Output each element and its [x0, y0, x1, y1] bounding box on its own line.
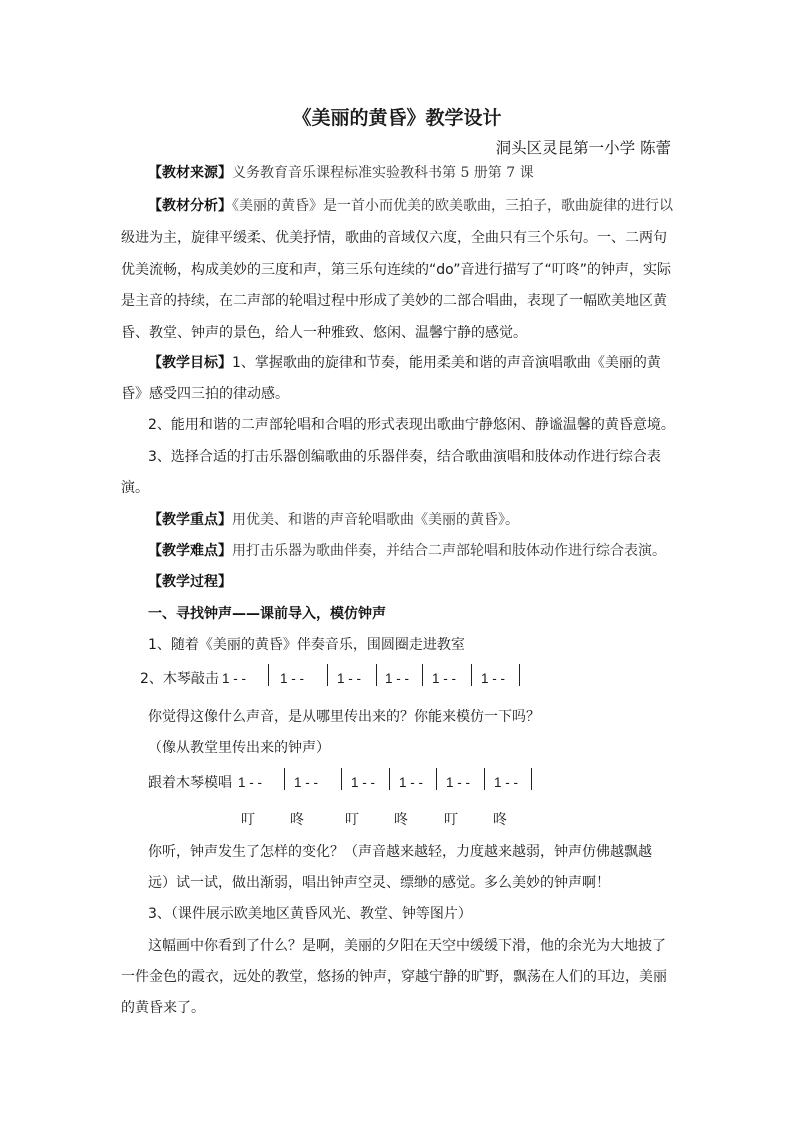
goal-3-continued: 演。 — [121, 480, 149, 496]
analysis-line: 昏、教堂、钟声的景色，给人一种雅致、悠闲、温馨宁静的感觉。 — [121, 325, 527, 341]
step-2-label: 2、木琴敲击 — [140, 671, 219, 687]
note-segment: 1 - - — [280, 671, 305, 686]
note-segment: 1 - - — [432, 671, 457, 686]
source-label: 【教材来源】 — [148, 165, 232, 181]
note-segment: 1 - - — [222, 671, 247, 686]
closing-line: 这幅画中你看到了什么？是啊，美丽的夕阳在天空中缓缓下滑，他的余光为大地披了 — [148, 938, 666, 954]
bar-line — [376, 664, 377, 686]
bar-line — [436, 768, 437, 790]
difficulty-label: 【教学难点】 — [148, 543, 232, 559]
question-1: 你觉得这像什么声音，是从哪里传出来的？你能来模仿一下吗？ — [148, 709, 540, 725]
step-1: 1、随着《美丽的黄昏》伴奏音乐，围圆圈走进教室 — [148, 637, 465, 653]
key-point-label: 【教学重点】 — [148, 512, 232, 528]
difficulty-line — [148, 541, 666, 561]
lyric-syllable: 咚 — [394, 812, 408, 828]
goal-1-continued: 昏》感受四三拍的律动感。 — [121, 386, 289, 402]
section-1-heading: 一、寻找钟声——课前导入，模仿钟声 — [148, 606, 386, 622]
step-3: 3、（课件展示欧美地区黄昏风光、教堂、钟等图片） — [148, 906, 472, 922]
question-2-continued: 远）试一试，做出渐弱，唱出钟声空灵、缥缈的感觉。多么美妙的钟声啊！ — [148, 875, 610, 891]
bar-line — [531, 768, 532, 790]
bar-line — [519, 664, 520, 686]
analysis-line: 级进为主，旋律平缓柔、优美抒情，歌曲的音域仅六度，全曲只有三个乐句。一、二两句 — [121, 230, 667, 246]
note-segment: 1 - - — [385, 671, 410, 686]
document-title: 《美丽的黄昏》教学设计 — [292, 107, 502, 129]
analysis-line — [148, 196, 673, 216]
follow-label: 跟着木琴模唱 — [148, 775, 232, 791]
note-segment: 1 - - — [446, 775, 471, 790]
sing-along-notation-row — [0, 768, 794, 798]
note-segment: 1 - - — [294, 775, 319, 790]
key-point-line — [148, 510, 519, 530]
question-2: 你听，钟声发生了怎样的变化？（声音越来越轻，力度越来越弱，钟声仿佛越飘越 — [148, 844, 652, 860]
author-line: 洞头区灵昆第一小学 陈蕾 — [495, 139, 671, 157]
goals-label: 【教学目标】 — [148, 355, 232, 371]
lyric-syllable: 叮 — [444, 812, 458, 828]
process-heading: 【教学过程】 — [148, 574, 232, 590]
lyric-syllable: 叮 — [241, 812, 255, 828]
xylophone-notation-row — [0, 664, 794, 694]
bar-line — [341, 768, 342, 790]
source-paragraph — [148, 163, 534, 183]
bar-line — [389, 768, 390, 790]
difficulty-text: 用打击乐器为歌曲伴奏，并结合二声部轮唱和肢体动作进行综合表演。 — [232, 543, 666, 559]
goal-3: 3、选择合适的打击乐器创编歌曲的乐器伴奏，结合歌曲演唱和肢体动作进行综合表 — [148, 449, 661, 465]
answer-1: （像从教堂里传出来的钟声） — [148, 740, 330, 756]
key-point-text: 用优美、和谐的声音轮唱歌曲《美丽的黄昏》。 — [232, 512, 519, 528]
goals-line — [148, 353, 661, 373]
bar-line — [422, 664, 423, 686]
bar-line — [284, 768, 285, 790]
lyric-syllable: 咚 — [493, 812, 507, 828]
bar-line — [471, 664, 472, 686]
lyric-syllable: 咚 — [290, 812, 304, 828]
analysis-line: 是主音的持续，在二声部的轮唱过程中形成了美妙的二部合唱曲，表现了一幅欧美地区黄 — [121, 293, 667, 309]
bar-line — [268, 664, 269, 686]
closing-line: 一件金色的霞衣，远处的教堂，悠扬的钟声，穿越宁静的旷野，飘荡在人们的耳边，美丽 — [121, 969, 667, 985]
analysis-label: 【教材分析】 — [148, 198, 232, 214]
goal-1-text: 1、掌握歌曲的旋律和节奏，能用柔美和谐的声音演唱歌曲《美丽的黄 — [232, 355, 661, 371]
note-segment: 1 - - — [481, 671, 506, 686]
note-segment: 1 - - — [494, 775, 519, 790]
bar-line — [484, 768, 485, 790]
note-segment: 1 - - — [399, 775, 424, 790]
note-segment: 1 - - — [238, 775, 263, 790]
goal-2: 2、能用和谐的二声部轮唱和合唱的形式表现出歌曲宁静悠闲、静谧温馨的黄昏意境。 — [148, 417, 675, 433]
analysis-line: 优美流畅，构成美妙的三度和声，第三乐句连续的“do”音进行描写了“叮咚”的钟声，实际 — [121, 262, 671, 278]
bar-line — [327, 664, 328, 686]
closing-line: 的黄昏来了。 — [121, 1000, 205, 1016]
note-segment: 1 - - — [351, 775, 376, 790]
analysis-text: 《美丽的黄昏》是一首小而优美的欧美歌曲，三拍子，歌曲旋律的进行以 — [232, 198, 673, 214]
source-text: 义务教育音乐课程标准实验教科书第 5 册第 7 课 — [232, 165, 534, 181]
note-segment: 1 - - — [337, 671, 362, 686]
lyric-syllable: 叮 — [345, 812, 359, 828]
